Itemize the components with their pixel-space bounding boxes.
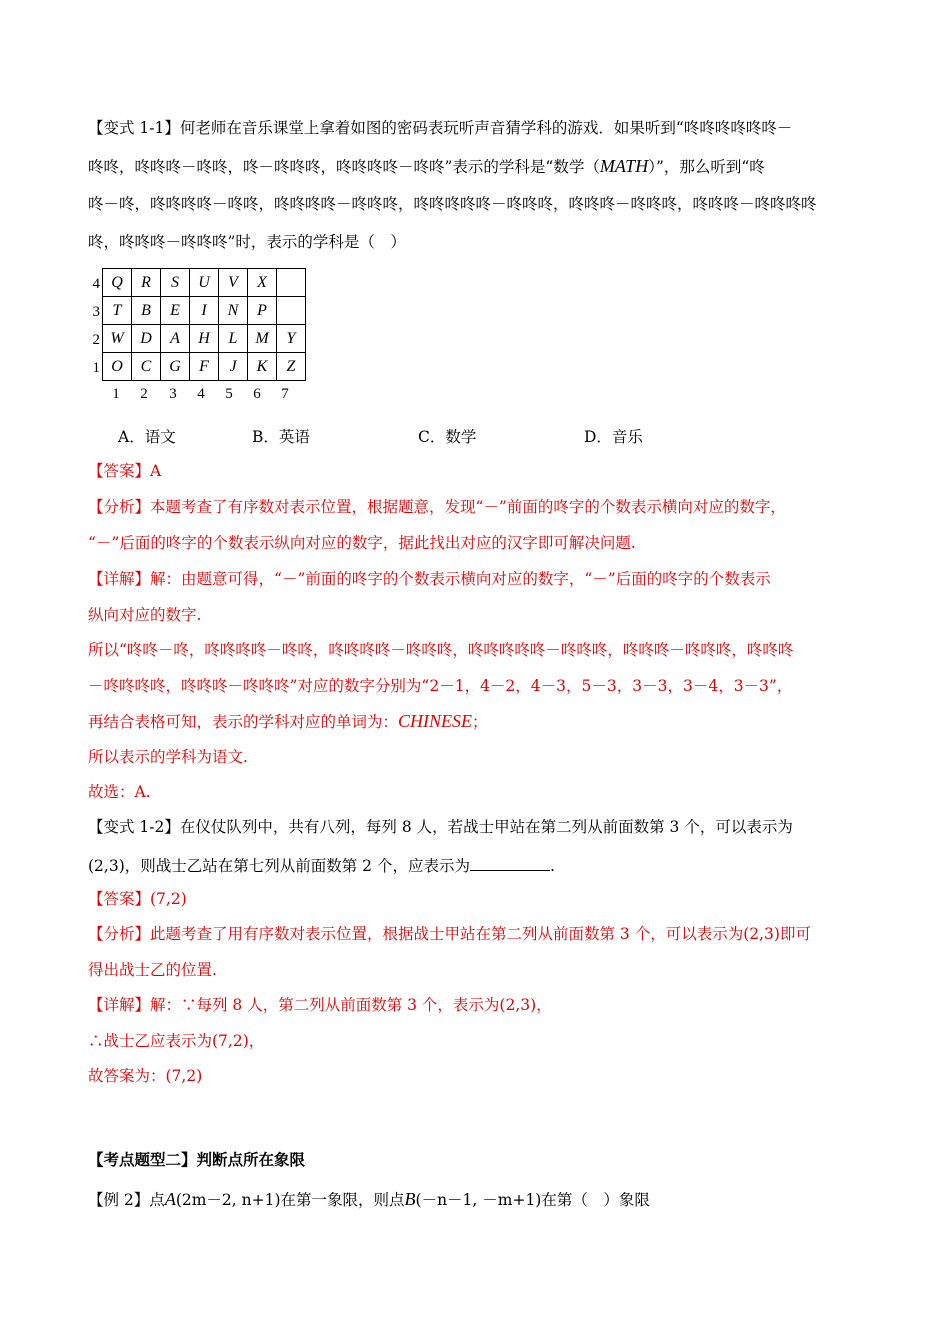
col-label: 5: [225, 386, 233, 402]
detail-line-7: 故选：A.: [88, 783, 151, 801]
grid-cell: E: [161, 297, 190, 325]
grid-cell: A: [161, 325, 190, 353]
row-label: 4: [92, 276, 100, 292]
q11-line-3: 咚－咚，咚咚咚咚－咚咚，咚咚咚咚－咚咚咚，咚咚咚咚咚－咚咚咚，咚咚咚－咚咚咚，咚咚咚－咚咚咚咚: [88, 195, 817, 213]
grid-row: [103, 325, 306, 353]
grid-cell: S: [161, 269, 190, 297]
answer-label: 【答案】A: [88, 462, 162, 480]
analysis-line-2: “－”后面的咚字的个数表示纵向对应的数字，据此找出对应的汉字即可解决问题.: [88, 534, 636, 552]
option-b: B．英语: [252, 428, 310, 446]
grid-cell: O: [103, 353, 132, 381]
grid-cell: W: [103, 325, 132, 353]
col-label: 7: [281, 386, 289, 402]
grid-col-labels: [102, 386, 312, 406]
math-word: MATH: [599, 156, 649, 176]
grid-cell: V: [219, 269, 248, 297]
col-label: 1: [112, 386, 120, 402]
grid-cell: B: [132, 297, 161, 325]
row-label: 2: [92, 332, 100, 348]
detail-line-1: [88, 569, 868, 589]
row-label: 1: [92, 360, 100, 376]
analysis-line-1: 【分析】此题考查了用有序数对表示位置，根据战士甲站在第二列从前面数第 3 个，可以表示为(2,3)即可: [88, 925, 811, 943]
code-grid-figure: [86, 268, 326, 408]
grid-cell: Z: [277, 353, 306, 381]
detail-line-2: ∴战士乙应表示为(7,2)，: [88, 1032, 265, 1050]
col-label: 4: [197, 386, 205, 402]
grid-cell: U: [190, 269, 219, 297]
grid-cell: F: [190, 353, 219, 381]
col-label: 3: [169, 386, 177, 402]
grid-cell: Y: [277, 325, 306, 353]
grid-cell: H: [190, 325, 219, 353]
row-label: 3: [92, 304, 100, 320]
grid-cell: C: [132, 353, 161, 381]
answer-options: [0, 425, 950, 445]
detail-line-3: 故答案为：(7,2): [88, 1067, 203, 1085]
point-b: B: [404, 1189, 416, 1209]
answer-label: 【答案】(7,2): [88, 890, 187, 908]
col-label: 2: [140, 386, 148, 402]
grid-cell: [277, 269, 306, 297]
detail-line-2: 纵向对应的数字.: [88, 606, 202, 624]
q11-line-2: [88, 156, 868, 177]
q12-text: (2,3)，则战士乙站在第七列从前面数第 2 个，应表示为: [88, 857, 470, 875]
detail-text: 解：由题意可得，“－”前面的咚字的个数表示横向对应的数字，“－”后面的咚字的个数表示: [150, 570, 771, 588]
detail-text: 再结合表格可知，表示的学科对应的单词为：: [88, 713, 399, 731]
grid-cell: N: [219, 297, 248, 325]
option-a: A．语文: [118, 428, 176, 446]
grid-row: [103, 353, 306, 381]
grid-cell: I: [190, 297, 219, 325]
grid-cell: P: [248, 297, 277, 325]
example-text: (－n－1, －m+1)在第（ ）象限: [415, 1191, 650, 1209]
grid-row: [103, 297, 306, 325]
grid-cell: Q: [103, 269, 132, 297]
detail-line-6: 所以表示的学科为语文.: [88, 748, 248, 766]
point-a: A: [164, 1189, 176, 1209]
col-label: 6: [253, 386, 261, 402]
q12-line-2: [88, 854, 868, 876]
detail-line-1: 【详解】解：∵每列 8 人，第二列从前面数第 3 个，表示为(2,3)，: [88, 996, 552, 1014]
grid-cell: J: [219, 353, 248, 381]
option-d: D．音乐: [584, 428, 643, 446]
q11-line-4: 咚，咚咚咚－咚咚咚”时，表示的学科是（ ）: [88, 233, 406, 251]
option-c: C．数学: [418, 428, 477, 446]
answer-blank[interactable]: [470, 854, 550, 871]
q12-text-end: .: [549, 857, 555, 875]
grid-cell: D: [132, 325, 161, 353]
q12-line-1: 【变式 1-2】在仪仗队列中，共有八列，每列 8 人，若战士甲站在第二列从前面数第 3 个，可以表示为: [88, 818, 793, 836]
q11-line-2-text-b: ）”，那么听到“咚: [648, 158, 765, 176]
grid-cell: R: [132, 269, 161, 297]
detail-line-3: 所以“咚咚－咚，咚咚咚咚－咚咚，咚咚咚咚－咚咚咚，咚咚咚咚咚－咚咚咚，咚咚咚－咚咚咚，咚咚咚: [88, 641, 794, 659]
detail-label: 【详解】: [88, 570, 151, 588]
analysis-line-1: 【分析】本题考查了有序数对表示位置，根据题意，发现“－”前面的咚字的个数表示横向对应的数字，: [88, 498, 786, 516]
grid-cell: K: [248, 353, 277, 381]
grid-cell: M: [248, 325, 277, 353]
detail-text: ；: [472, 713, 488, 731]
example-text: (2m－2, n+1)在第一象限，则点: [175, 1191, 405, 1209]
grid-row: [103, 269, 306, 297]
example-text: 点: [149, 1191, 165, 1209]
q11-line-1: 【变式 1-1】何老师在音乐课堂上拿着如图的密码表玩听声音猜学科的游戏．如果听到“咚咚咚咚咚咚－: [88, 119, 793, 137]
grid-cell: L: [219, 325, 248, 353]
grid-cell: G: [161, 353, 190, 381]
q11-line-2-text-a: 咚咚，咚咚咚－咚咚，咚－咚咚咚，咚咚咚咚－咚咚”表示的学科是“数学（: [88, 158, 600, 176]
grid-cell: X: [248, 269, 277, 297]
detail-line-5: [88, 711, 868, 732]
analysis-line-2: 得出战士乙的位置.: [88, 961, 217, 979]
grid-cell: T: [103, 297, 132, 325]
example-label: 【例 2】: [88, 1191, 150, 1209]
example-2: [88, 1189, 868, 1210]
chinese-word: CHINESE: [398, 711, 473, 731]
detail-line-4: －咚咚咚咚，咚咚咚－咚咚咚”对应的数字分别为“2－1，4－2，4－3，5－3，3－3，3－4，3－3”，: [88, 677, 793, 695]
section-title: 【考点题型二】判断点所在象限: [88, 1150, 306, 1169]
code-grid: [102, 268, 306, 381]
grid-cell: [277, 297, 306, 325]
